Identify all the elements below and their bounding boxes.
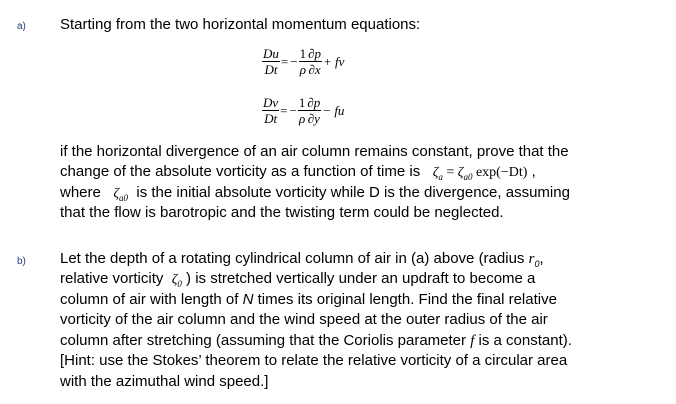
eq1-coeff: $\frac{1}{\rho}$ (299, 46, 307, 77)
part-a-line-2: change of the absolute vorticity as a function of time is $\zeta_a = \zeta_{a0}$ exp(−Dt) , (60, 163, 536, 182)
eq2-pressure-gradient: $\frac{\partial p}{\partial y}$ (307, 95, 321, 126)
absolute-vorticity-formula: $\zeta_a = \zeta_{a0}$ exp(−Dt) (432, 165, 528, 182)
eq2-lhs: $\frac{Dv}{Dt}$ (263, 95, 279, 126)
part-b-line-5: column after stretching (assuming that the Coriolis parameter f is a constant). (60, 332, 572, 349)
initial-vorticity-symbol: $\zeta_{a0}$ (113, 186, 129, 203)
part-b-line-4: vorticity of the air column and the wind speed at the outer radius of the air (60, 311, 548, 328)
momentum-equation-u: $\frac{Du}{Dt}$ = − $\frac{1}{\rho}$ $\frac{\partial p}{\partial x}$ + fv (263, 46, 345, 77)
part-b-line-7: with the azimuthal wind speed.] (60, 373, 269, 390)
part-b-line-1: Let the depth of a rotating cylindrical column of air in (a) above (radius $r_0$, (60, 250, 544, 269)
eq1-lhs: $\frac{Du}{Dt}$ (263, 46, 279, 77)
part-a-line-4: that the flow is barotropic and the twisting term could be neglected. (60, 204, 504, 221)
eq2-coeff: $\frac{1}{\rho}$ (298, 95, 306, 126)
part-a-line-1: if the horizontal divergence of an air column remains constant, prove that the (60, 143, 569, 160)
eq1-pressure-gradient: $\frac{\partial p}{\partial x}$ (308, 46, 322, 77)
part-b-label: b) (17, 256, 26, 267)
momentum-equation-v: $\frac{Dv}{Dt}$ = − $\frac{1}{\rho}$ $\frac{\partial p}{\partial y}$ − fu (263, 95, 345, 126)
part-b-line-6: [Hint: use the Stokes’ theorem to relate the relative vorticity of a circular area (60, 352, 568, 369)
part-a-label: a) (17, 21, 26, 32)
part-a-line-3: where $\zeta_{a0}$ is the initial absolute vorticity while D is the divergence, assuming (60, 184, 570, 203)
part-b-line-2: relative vorticity $\zeta_0$ ) is stretched vertically under an updraft to become a (60, 270, 536, 289)
part-a-intro: Starting from the two horizontal momentum equations: (60, 16, 421, 33)
part-b-line-3: column of air with length of N times its original length. Find the final relative (60, 291, 557, 308)
